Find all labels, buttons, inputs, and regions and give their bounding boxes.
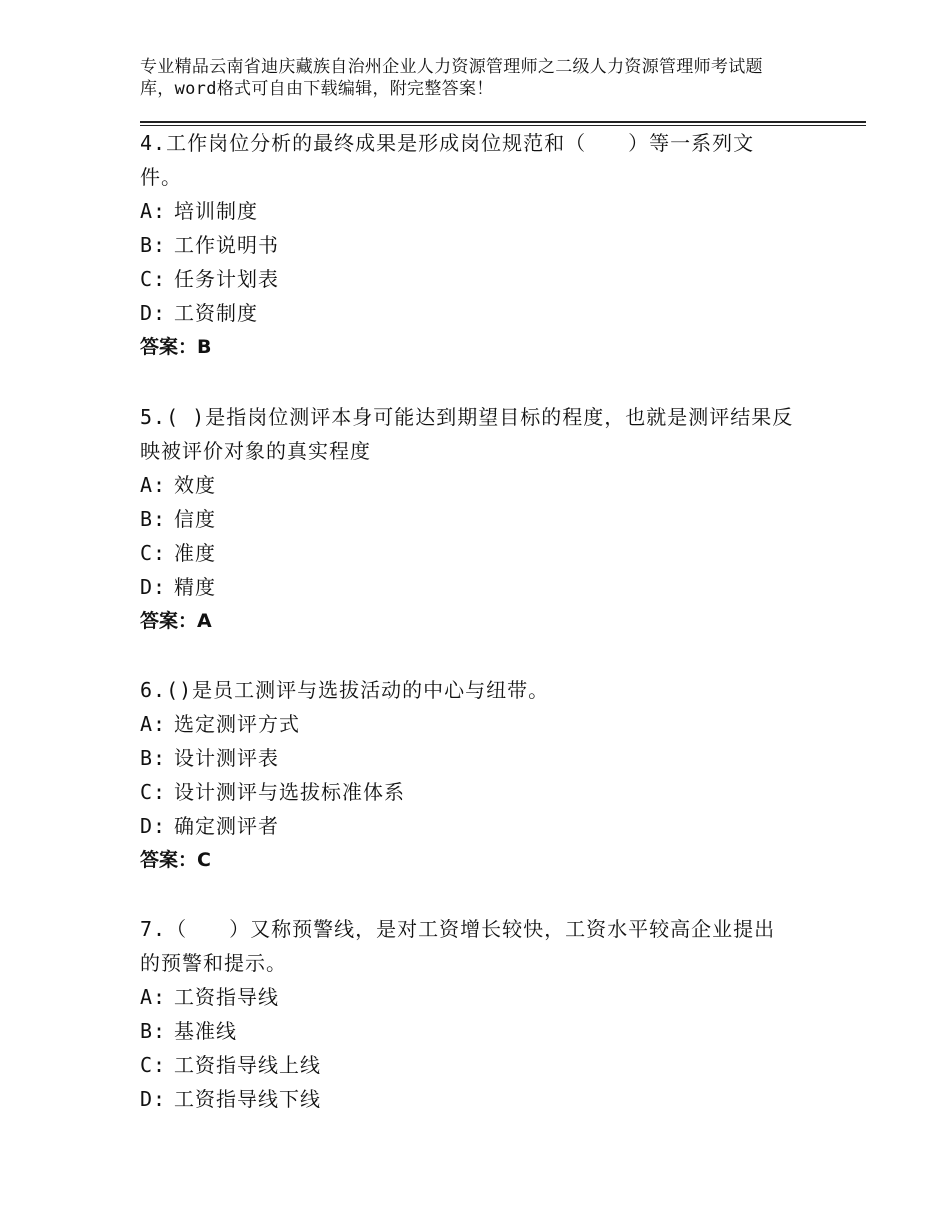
option-text: 任务计划表 <box>174 267 279 291</box>
option-b <box>140 741 820 775</box>
option-letter: D: <box>140 575 167 599</box>
answer-label: 答案：C <box>140 849 211 871</box>
option-text: 培训制度 <box>174 199 258 223</box>
question-stem-line-1: 7.（ ）又称预警线，是对工资增长较快，工资水平较高企业提出 <box>140 917 776 941</box>
question-stem-line-2: 映被评价对象的真实程度 <box>140 439 371 463</box>
option-d <box>140 809 820 843</box>
option-text: 工资指导线 <box>174 985 279 1009</box>
option-letter: C: <box>140 1053 167 1077</box>
question-5 <box>140 400 820 638</box>
option-text: 设计测评表 <box>174 746 279 770</box>
header-rule-thick <box>140 121 866 123</box>
option-a <box>140 980 820 1014</box>
option-text: 效度 <box>174 473 216 497</box>
answer-label: 答案：B <box>140 336 212 358</box>
option-letter: B: <box>140 746 167 770</box>
option-letter: C: <box>140 780 167 804</box>
question-stem-line-1: 4.工作岗位分析的最终成果是形成岗位规范和（ ）等一系列文 <box>140 131 755 155</box>
option-c <box>140 775 820 809</box>
option-text: 设计测评与选拔标准体系 <box>174 780 405 804</box>
option-letter: B: <box>140 1019 167 1043</box>
option-b <box>140 502 820 536</box>
option-letter: A: <box>140 712 167 736</box>
option-b <box>140 228 820 262</box>
question-6 <box>140 673 820 877</box>
option-c <box>140 262 820 296</box>
question-stem-line-2: 的预警和提示。 <box>140 951 287 975</box>
option-letter: D: <box>140 814 167 838</box>
question-stem-line-1: 5.( )是指岗位测评本身可能达到期望目标的程度，也就是测评结果反 <box>140 405 794 429</box>
option-text: 信度 <box>174 507 216 531</box>
option-c <box>140 536 820 570</box>
question-stem-line-1: 6.()是员工测评与选拔活动的中心与纽带。 <box>140 678 550 702</box>
option-letter: A: <box>140 473 167 497</box>
option-text: 工资制度 <box>174 301 258 325</box>
header-line-1: 专业精品云南省迪庆藏族自治州企业人力资源管理师之二级人力资源管理师考试题 <box>140 57 763 77</box>
question-7 <box>140 912 820 1116</box>
option-b <box>140 1014 820 1048</box>
header-line-2: 库，word格式可自由下载编辑，附完整答案！ <box>140 79 494 99</box>
option-text: 工作说明书 <box>174 233 279 257</box>
option-letter: C: <box>140 541 167 565</box>
option-a <box>140 194 820 228</box>
document-header <box>140 56 830 100</box>
option-text: 工资指导线下线 <box>174 1087 321 1111</box>
option-text: 精度 <box>174 575 216 599</box>
option-letter: D: <box>140 1087 167 1111</box>
option-text: 基准线 <box>174 1019 237 1043</box>
option-text: 准度 <box>174 541 216 565</box>
option-text: 工资指导线上线 <box>174 1053 321 1077</box>
option-c <box>140 1048 820 1082</box>
option-letter: A: <box>140 199 167 223</box>
question-4 <box>140 126 820 364</box>
option-text: 确定测评者 <box>174 814 279 838</box>
option-d <box>140 570 820 604</box>
option-a <box>140 707 820 741</box>
option-d <box>140 296 820 330</box>
option-text: 选定测评方式 <box>174 712 300 736</box>
answer-label: 答案：A <box>140 610 212 632</box>
option-letter: C: <box>140 267 167 291</box>
option-letter: B: <box>140 233 167 257</box>
option-letter: A: <box>140 985 167 1009</box>
option-letter: D: <box>140 301 167 325</box>
option-letter: B: <box>140 507 167 531</box>
option-d <box>140 1082 820 1116</box>
question-stem-line-2: 件。 <box>140 165 182 189</box>
option-a <box>140 468 820 502</box>
